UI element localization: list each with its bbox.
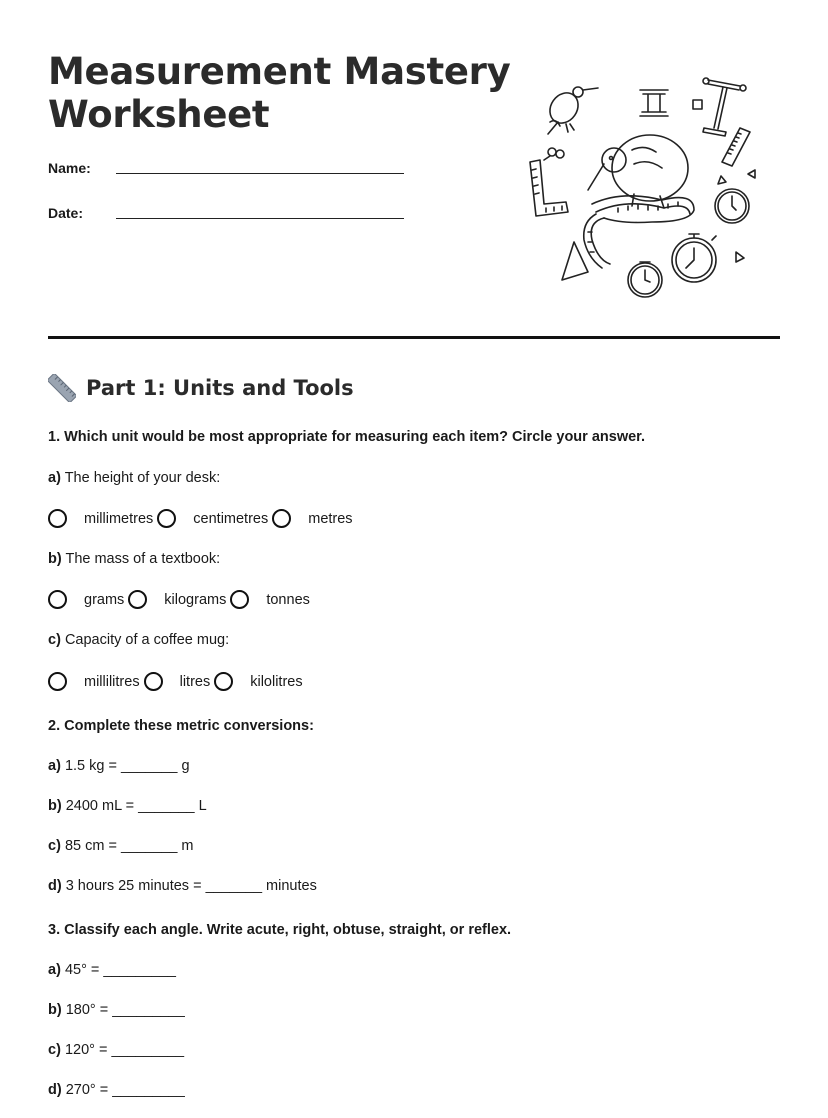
item-text: 2400 mL = _______ L — [65, 798, 207, 814]
option-kilolitres[interactable] — [214, 672, 306, 691]
item-letter: c) — [48, 838, 61, 854]
question-3: 3. Classify each angle. Write acute, right, obtuse, straight, or reflex. — [48, 922, 512, 938]
measuring-tape-icon — [584, 196, 694, 268]
name-line[interactable] — [116, 173, 404, 174]
q3-item-d — [48, 1082, 185, 1098]
i-beam-icon — [640, 90, 668, 116]
item-text: 3 hours 25 minutes = _______ minutes — [65, 878, 317, 894]
date-field — [48, 205, 83, 221]
item-letter: b) — [48, 798, 62, 814]
item-prompt: The mass of a textbook: — [65, 551, 221, 567]
option-litres[interactable] — [144, 672, 215, 691]
q1-c-options — [48, 672, 307, 691]
option-label: metres — [308, 510, 353, 527]
stopwatch-icon — [672, 234, 716, 282]
option-circle[interactable] — [157, 509, 176, 528]
item-letter: d) — [48, 1082, 62, 1098]
option-circle[interactable] — [144, 672, 163, 691]
item-letter: c) — [48, 1042, 61, 1058]
option-circle[interactable] — [230, 590, 249, 609]
item-letter: b) — [48, 551, 62, 567]
section-title-text: Part 1: Units and Tools — [86, 376, 354, 400]
title-line-1: Measurement Mastery — [48, 50, 511, 93]
item-letter: a) — [48, 470, 61, 486]
date-label: Date: — [48, 205, 84, 221]
name-label: Name: — [48, 160, 91, 176]
small-key-icon — [544, 148, 564, 160]
section-title — [48, 374, 354, 402]
q3-item-c — [48, 1042, 184, 1058]
item-text: 45° = _________ — [64, 962, 176, 978]
q1-b-options — [48, 590, 314, 609]
item-letter: d) — [48, 878, 62, 894]
q1-a-options — [48, 509, 357, 528]
small-kiwi-icon — [544, 87, 598, 134]
option-label: tonnes — [266, 591, 310, 608]
option-kilograms[interactable] — [128, 590, 230, 609]
option-label: grams — [84, 591, 125, 608]
option-circle[interactable] — [48, 590, 67, 609]
worksheet-title — [48, 50, 510, 136]
q2-item-d — [48, 878, 317, 894]
l-ruler-icon — [530, 160, 568, 216]
option-grams[interactable] — [48, 590, 128, 609]
option-circle[interactable] — [214, 672, 233, 691]
option-circle[interactable] — [48, 672, 67, 691]
item-letter: c) — [48, 632, 61, 648]
option-centimetres[interactable] — [157, 509, 272, 528]
option-millilitres[interactable] — [48, 672, 144, 691]
item-text: 85 cm = _______ m — [64, 838, 194, 854]
item-prompt: The height of your desk: — [64, 470, 221, 486]
question-2: 2. Complete these metric conversions: — [48, 718, 314, 734]
q2-item-c — [48, 838, 194, 854]
item-text: 270° = _________ — [65, 1082, 185, 1098]
small-triangle-icon-2 — [748, 170, 755, 178]
q1-item-b — [48, 551, 220, 567]
item-letter: b) — [48, 1002, 62, 1018]
item-prompt: Capacity of a coffee mug: — [64, 632, 230, 648]
q1-item-c — [48, 632, 229, 648]
item-text: 120° = _________ — [64, 1042, 185, 1058]
small-triangle-icon-3 — [736, 252, 744, 262]
option-label: centimetres — [193, 510, 269, 527]
option-label: millilitres — [84, 673, 140, 690]
q1-item-a — [48, 470, 220, 486]
wall-clock-icon — [715, 189, 749, 223]
option-metres[interactable] — [272, 509, 356, 528]
q2-item-a — [48, 758, 190, 774]
option-millimetres[interactable] — [48, 509, 157, 528]
question-1: 1. Which unit would be most appropriate for measuring each item? Circle your answer. — [48, 429, 646, 445]
q2-item-b — [48, 798, 207, 814]
triangle-icon — [562, 242, 588, 280]
option-label: kilograms — [164, 591, 227, 608]
big-kiwi-icon — [588, 135, 688, 208]
option-label: kilolitres — [250, 673, 303, 690]
t-square-icon — [703, 78, 746, 136]
item-text: 1.5 kg = _______ g — [64, 758, 190, 774]
option-tonnes[interactable] — [230, 590, 314, 609]
option-circle[interactable] — [272, 509, 291, 528]
option-circle[interactable] — [48, 509, 67, 528]
measurement-tools-kiwi-illustration — [522, 72, 784, 304]
option-label: millimetres — [84, 510, 154, 527]
q3-item-b — [48, 1002, 185, 1018]
ruler-icon — [48, 374, 76, 402]
title-line-2: Worksheet — [48, 93, 270, 136]
item-letter: a) — [48, 962, 61, 978]
option-label: litres — [179, 673, 211, 690]
small-triangle-icon-1 — [718, 176, 726, 184]
q3-item-a — [48, 962, 176, 978]
small-square-icon — [693, 100, 702, 109]
divider — [48, 336, 780, 339]
option-circle[interactable] — [128, 590, 147, 609]
item-letter: a) — [48, 758, 61, 774]
clock-icon — [628, 262, 662, 297]
name-field — [48, 160, 91, 176]
item-text: 180° = _________ — [65, 1002, 185, 1018]
date-line[interactable] — [116, 218, 404, 219]
